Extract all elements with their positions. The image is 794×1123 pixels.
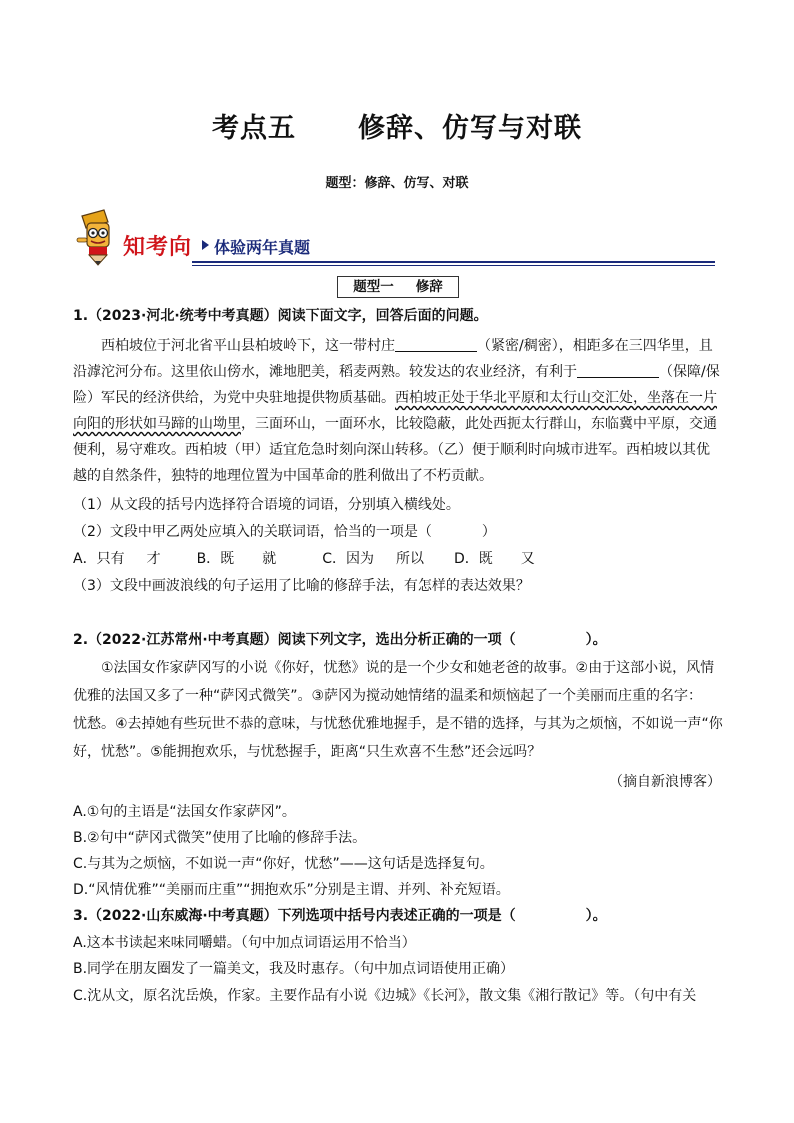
text: ，三面环山，一面环水，比较隐蔽，此处西扼太行群山，东临冀中平原，交通 xyxy=(241,416,717,432)
q1-subquestion-1: （1）从文段的括号内选择符合语境的词语，分别填入横线处。 xyxy=(73,497,460,513)
q2-option-b[interactable]: B.②句中“萨冈式微笑”使用了比喻的修辞手法。 xyxy=(73,830,367,846)
text: （2）文段中甲乙两处应填入的关联词语，恰当的一项是（ xyxy=(73,524,432,540)
option-c-pair: 所以 xyxy=(395,551,424,567)
section-heading-topic: 修辞 xyxy=(415,279,443,295)
q2-option-c[interactable]: C.与其为之烦恼，不如说一声“你好，忧愁”——这句话是选择复句。 xyxy=(73,856,494,872)
section-heading xyxy=(337,276,459,298)
q2-option-a[interactable]: A.①句的主语是“法国女作家萨冈”。 xyxy=(73,804,296,820)
option-c[interactable]: C．因为 xyxy=(322,551,374,567)
option-d-pair: 又 xyxy=(520,551,535,567)
option-b[interactable]: B．既 xyxy=(196,551,235,567)
page-title xyxy=(0,106,794,145)
section-heading-label: 题型一 xyxy=(353,279,394,295)
title-part-1: 考点五 xyxy=(212,113,296,144)
q3-heading xyxy=(73,905,607,925)
q2-passage-line: 好，忧愁”。⑤能拥抱欢乐，与忧愁握手，距离“只生欢喜不生愁”还会远吗？ xyxy=(73,744,542,760)
title-part-2: 修辞、仿写与对联 xyxy=(358,113,582,144)
option-a-pair: 才 xyxy=(146,551,161,567)
text: 3.（2022·山东威海·中考真题）下列选项中括号内表述正确的一项是（ xyxy=(73,908,516,924)
q1-passage-line xyxy=(73,387,717,407)
text: （保障/保 xyxy=(659,364,720,380)
text: （紧密/稠密），相距多在三四华里，且 xyxy=(477,338,713,354)
fill-blank[interactable] xyxy=(577,363,659,378)
option-a[interactable]: A．只有 xyxy=(73,551,125,567)
banner-arrow-icon xyxy=(202,240,209,250)
q2-option-d[interactable]: D.“风情优雅”“美丽而庄重”“拥抱欢乐”分别是主谓、并列、补充短语。 xyxy=(73,882,510,898)
q2-passage-line: 优雅的法国又多了一种“萨冈式微笑”。③萨冈为搅动她情绪的温柔和烦恼起了一个美丽而庄重的名字： xyxy=(73,688,703,704)
q3-option-b[interactable]: B.同学在朋友圈发了一篇美文，我及时惠存。（句中加点词语使用正确） xyxy=(73,961,515,977)
banner-subtitle: 体验两年真题 xyxy=(214,238,311,257)
text: 沿滹沱河分布。这里依山傍水，滩地肥美，稻麦两熟。较发达的农业经济，有利于 xyxy=(73,364,577,380)
banner-title: 知考向 xyxy=(123,235,193,260)
text: 西柏坡位于河北省平山县柏坡岭下，这一带村庄 xyxy=(101,338,395,354)
text: 险）军民的经济供给，为党中央驻地提供物质基础。 xyxy=(73,390,395,406)
option-d[interactable]: D．既 xyxy=(453,551,493,567)
q1-options xyxy=(73,548,535,568)
q1-subquestion-3: （3）文段中画波浪线的句子运用了比喻的修辞手法，有怎样的表达效果？ xyxy=(73,578,530,594)
section-banner xyxy=(70,208,715,270)
q3-option-a[interactable]: A.这本书读起来味同嚼蜡。（句中加点词语运用不恰当） xyxy=(73,935,416,951)
mascot-pencil-icon xyxy=(74,208,126,266)
option-b-pair: 就 xyxy=(262,551,277,567)
fill-blank[interactable] xyxy=(395,337,477,352)
text: ）。 xyxy=(585,908,607,924)
q1-passage-line: 便利，易守难攻。西柏坡（甲）适宜危急时刻向深山转移。（乙）便于顺利时向城市进军。西柏坡以其优 xyxy=(73,442,710,458)
text: ）。 xyxy=(585,632,607,648)
banner-divider-thin xyxy=(192,265,715,266)
page-subtitle: 题型：修辞、仿写、对联 xyxy=(325,176,469,191)
text: ） xyxy=(481,524,496,540)
q1-passage-line xyxy=(73,413,717,433)
q1-passage-line xyxy=(73,361,720,381)
q1-passage-line: 越的自然条件，独特的地理位置为中国革命的胜利做出了不朽贡献。 xyxy=(73,468,493,484)
q1-subquestion-2 xyxy=(73,521,496,541)
q3-option-c[interactable]: C.沈从文，原名沈岳焕，作家。主要作品有小说《边城》《长河》，散文集《湘行散记》等。（句中有关 xyxy=(73,988,697,1004)
q1-passage-line xyxy=(101,335,713,355)
q2-heading xyxy=(73,629,607,649)
q2-passage-line: 忧愁。④去掉她有些玩世不恭的意味，与忧愁优雅地握手，是不错的选择，与其为之烦恼，不如说一声“你 xyxy=(73,716,723,732)
text: 2.（2022·江苏常州·中考真题）阅读下列文字，选出分析正确的一项（ xyxy=(73,632,516,648)
wavy-underlined-text: 向阳的形状如马蹄的山坳里 xyxy=(73,416,241,432)
wavy-underlined-text: 西柏坡正处于华北平原和太行山交汇处，坐落在一片 xyxy=(395,390,717,406)
q2-passage-line: ①法国女作家萨冈写的小说《你好，忧愁》说的是一个少女和她老爸的故事。②由于这部小说，风情 xyxy=(101,660,715,676)
banner-divider xyxy=(192,261,715,263)
q2-source: （摘自新浪博客） xyxy=(609,774,721,790)
q1-heading: 1.（2023·河北·统考中考真题）阅读下面文字，回答后面的问题。 xyxy=(73,308,488,324)
